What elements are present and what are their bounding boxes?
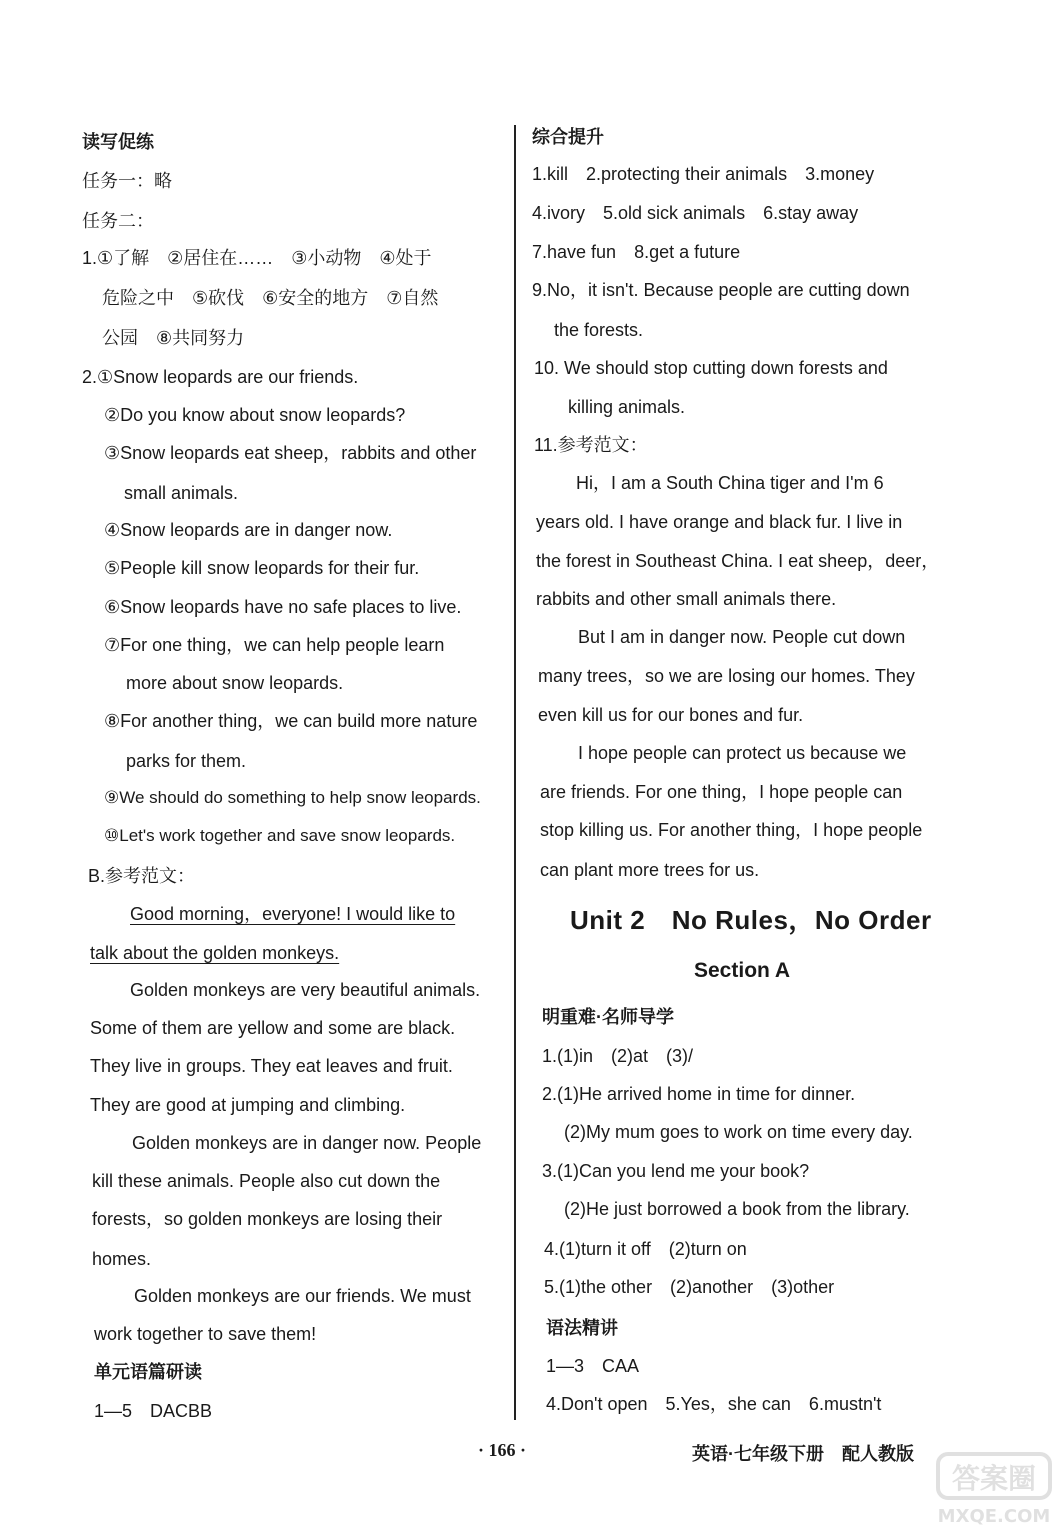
essay-underlined-line: talk about the golden monkeys. [90, 943, 340, 963]
essay-line: Some of them are yellow and some are black. [90, 1018, 456, 1038]
section-head-teacher-guide: 明重难·名师导学 [542, 1007, 674, 1027]
column-divider [514, 125, 516, 1420]
q2-line: ②Do you know about snow leopards? [104, 405, 406, 425]
section-head-unit-reading: 单元语篇研读 [94, 1362, 202, 1382]
b-head: B.参考范文： [88, 866, 196, 886]
q2-line: parks for them. [126, 751, 247, 771]
essay-line: Golden monkeys are very beautiful animals. [130, 980, 481, 1000]
answer-line: killing animals. [568, 397, 686, 417]
essay-line: Golden monkeys are our friends. We must [134, 1286, 471, 1306]
essay-line: forests，so golden monkeys are losing their [92, 1209, 443, 1229]
essay-line: homes. [92, 1249, 152, 1269]
essay-underlined-line: Good morning，everyone! I would like to [130, 904, 456, 924]
q1-line: 公园 ⑧共同努力 [102, 328, 245, 348]
essay-line: I hope people can protect us because we [578, 743, 907, 763]
q2-line: 2.①Snow leopards are our friends. [82, 367, 359, 387]
guide-line: 3.(1)Can you lend me your book? [542, 1161, 810, 1181]
answer-line: 9.No，it isn't. Because people are cutting down [532, 280, 910, 300]
q1-line: 危险之中 ⑤砍伐 ⑥安全的地方 ⑦自然 [102, 288, 439, 308]
essay-line: Hi，I am a South China tiger and I'm 6 [576, 473, 884, 493]
q2-line: ⑤People kill snow leopards for their fur. [104, 558, 420, 578]
task-one: 任务一：略 [82, 171, 172, 191]
book-info: 英语·七年级下册 配人教版 [692, 1444, 914, 1464]
essay-line: work together to save them! [94, 1324, 317, 1344]
q2-line: ⑨We should do something to help snow leopards. [104, 788, 481, 807]
essay-line: But I am in danger now. People cut down [578, 627, 906, 647]
q2-line: ③Snow leopards eat sheep，rabbits and other [104, 443, 477, 463]
section-head-grammar: 语法精讲 [546, 1318, 618, 1338]
essay-line: They live in groups. They eat leaves and fruit. [90, 1056, 453, 1076]
q2-line: small animals. [124, 483, 239, 503]
answer-line: 7.have fun 8.get a future [532, 242, 741, 262]
guide-line: (2)My mum goes to work on time every day. [564, 1122, 913, 1142]
essay-line: years old. I have orange and black fur. I live in [536, 512, 903, 532]
essay-line: many trees，so we are losing our homes. They [538, 666, 915, 686]
q2-line: ⑧For another thing，we can build more nature [104, 711, 478, 731]
essay-line: are friends. For one thing，I hope people can [540, 782, 903, 802]
essay-line: the forest in Southeast China. I eat sheep，deer， [536, 551, 940, 571]
section-title: Section A [694, 959, 791, 982]
answer-line: 4.ivory 5.old sick animals 6.stay away [532, 203, 859, 223]
grammar-line: 1—3 CAA [546, 1356, 640, 1376]
q2-line: ⑦For one thing，we can help people learn [104, 635, 445, 655]
essay-line: Golden monkeys are in danger now. People [132, 1133, 482, 1153]
answer-line: 1.kill 2.protecting their animals 3.money [532, 164, 875, 184]
grammar-line: 4.Don't open 5.Yes，she can 6.mustn't [546, 1394, 882, 1414]
guide-line: 2.(1)He arrived home in time for dinner. [542, 1084, 856, 1104]
answer-line: 11.参考范文： [534, 435, 648, 455]
essay-line: even kill us for our bones and fur. [538, 705, 804, 725]
guide-line: 4.(1)turn it off (2)turn on [544, 1239, 747, 1259]
section-head-reading-writing: 读写促练 [82, 132, 154, 152]
watermark-logo [934, 1450, 1054, 1530]
task-two: 任务二： [82, 211, 154, 231]
guide-line: 5.(1)the other (2)another (3)other [544, 1277, 835, 1297]
essay-line: kill these animals. People also cut down the [92, 1171, 441, 1191]
page-number: · 166 · [478, 1440, 527, 1460]
answer-line: 10. We should stop cutting down forests and [534, 358, 888, 378]
answer-line: the forests. [554, 320, 644, 340]
section-head-comprehensive: 综合提升 [532, 127, 604, 147]
guide-line: 1.(1)in (2)at (3)/ [542, 1046, 694, 1066]
svg-text:答案圈: 答案圈 [951, 1462, 1037, 1495]
svg-text:MXQE.COM: MXQE.COM [937, 1506, 1051, 1527]
q2-line: more about snow leopards. [126, 673, 344, 693]
unit-reading-answers: 1—5 DACBB [94, 1401, 213, 1421]
essay-line: stop killing us. For another thing，I hope people [540, 820, 923, 840]
unit-title: Unit 2 No Rules，No Order [570, 905, 932, 935]
guide-line: (2)He just borrowed a book from the library. [564, 1199, 910, 1219]
q1-line: 1.①了解 ②居住在…… ③小动物 ④处于 [82, 248, 432, 268]
q2-line: ④Snow leopards are in danger now. [104, 520, 393, 540]
q2-line: ⑩Let's work together and save snow leopards. [104, 826, 456, 845]
essay-line: can plant more trees for us. [540, 860, 760, 880]
essay-line: rabbits and other small animals there. [536, 589, 837, 609]
q2-line: ⑥Snow leopards have no safe places to live. [104, 597, 462, 617]
essay-line: They are good at jumping and climbing. [90, 1095, 406, 1115]
